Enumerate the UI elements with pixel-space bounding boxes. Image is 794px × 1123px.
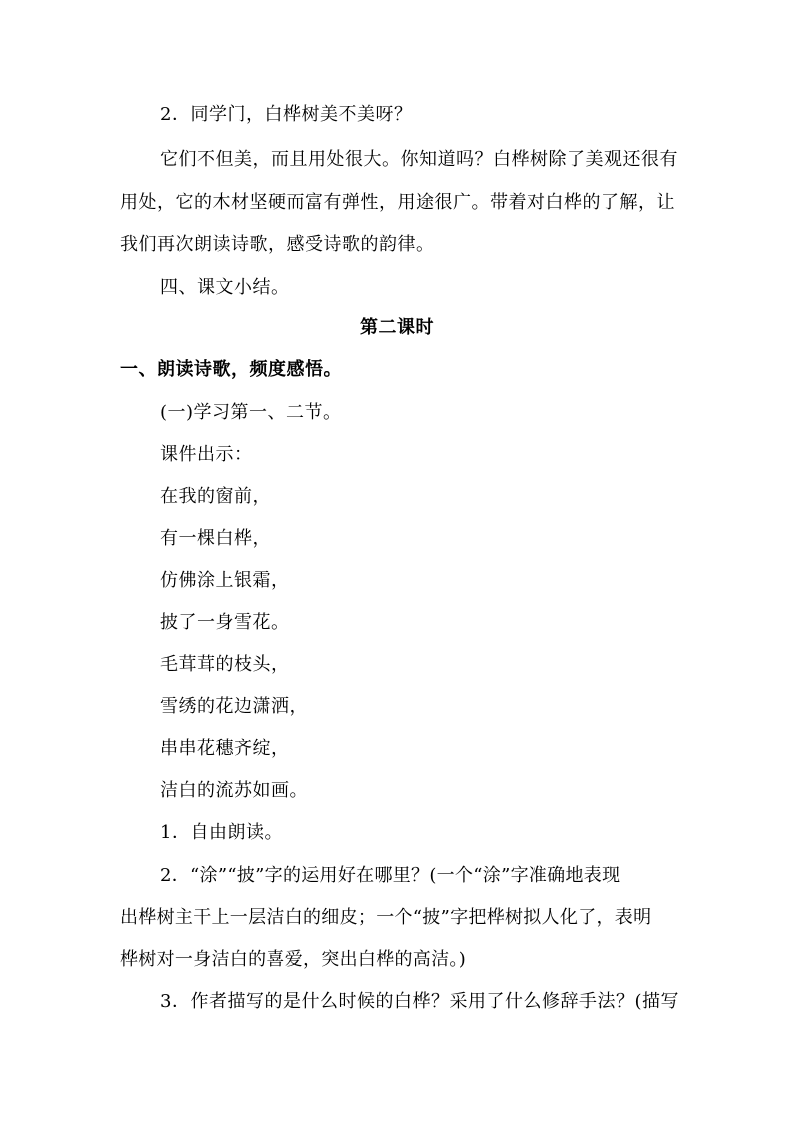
poem-line: 仿佛涂上银霜， xyxy=(160,570,290,591)
subsection-heading: (一)学习第一、二节。 xyxy=(160,402,342,423)
step-3-text: 3．作者描写的是什么时候的白桦？采用了什么修辞手法？(描写 xyxy=(160,991,679,1012)
poem-line: 串串花穗齐绽， xyxy=(160,738,290,759)
body-paragraph-line: 它们不但美，而且用处很大。你知道吗？白桦树除了美观还很有 xyxy=(160,149,678,170)
body-paragraph-line: 用处，它的木材坚硬而富有弹性，用途很广。带着对白桦的了解，让 xyxy=(120,192,675,213)
section-heading-reading: 一、朗读诗歌，频度感悟。 xyxy=(120,359,342,380)
step-2-answer-line: 桦树对一身洁白的喜爱，突出白桦的高洁。) xyxy=(120,949,467,970)
step-2-text: 2．“涂”“披”字的运用好在哪里？(一个“涂”字准确地表现 xyxy=(160,865,621,886)
poem-line: 披了一身雪花。 xyxy=(160,612,290,633)
courseware-label: 课件出示： xyxy=(160,444,253,465)
poem-line: 雪绣的花边潇洒， xyxy=(160,696,308,717)
lesson-title: 第二课时 xyxy=(360,317,434,338)
question-2-text: 2．同学门，白桦树美不美呀？ xyxy=(160,104,413,125)
poem-line: 毛茸茸的枝头， xyxy=(160,654,290,675)
body-paragraph-line: 我们再次朗读诗歌，感受诗歌的韵律。 xyxy=(120,234,435,255)
step-1-text: 1．自由朗读。 xyxy=(160,822,283,843)
section-heading-summary: 四、课文小结。 xyxy=(160,277,290,298)
poem-line: 洁白的流苏如画。 xyxy=(160,780,308,801)
poem-line: 有一棵白桦， xyxy=(160,528,271,549)
poem-line: 在我的窗前， xyxy=(160,486,271,507)
step-2-answer-line: 出桦树主干上一层洁白的细皮；一个“披”字把桦树拟人化了，表明 xyxy=(120,907,652,928)
